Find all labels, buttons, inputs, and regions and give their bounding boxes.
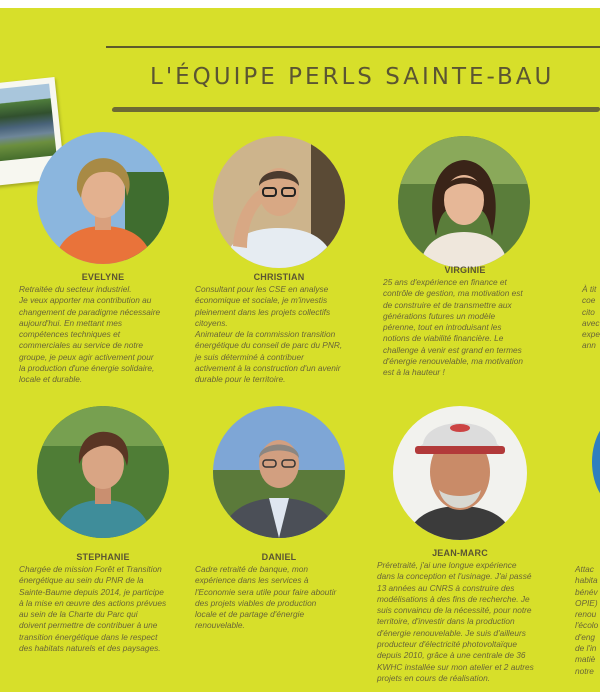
- bio-stephanie: Chargée de mission Forêt et Transition énergétique au sein du PNR de la Sainte-Baume depuis 2014, je participe à la mise en œuvre des actions prévues au sein de la Charte du Parc qui doivent permettre de contribuer à une transition énergétique dans le respect des habitats naturels et des paysages.: [19, 564, 167, 654]
- bio-christian: Consultant pour les CSE en analyse économique et sociale, je m'investis pleinement dans les projets collectifs citoyens. Animateur de la commission transition énergétique du conseil de parc du PNR, je suis déterminé à contribuer activement à la construction d'un avenir durable pour le territoire.: [195, 284, 343, 385]
- team-poster: [0, 8, 600, 692]
- page-title: L'ÉQUIPE PERLS SAINTE-BAU: [150, 64, 555, 90]
- name-stephanie: STEPHANIE: [76, 552, 130, 562]
- portrait-stephanie-image: [37, 406, 169, 538]
- portrait-evelyne-image: [37, 132, 169, 264]
- name-daniel: DANIEL: [261, 552, 297, 562]
- portrait-christian: [213, 136, 345, 268]
- cropped-bio-top: À tit coe cito avec expe ann: [582, 284, 600, 351]
- portrait-daniel: [213, 406, 345, 538]
- title-underline-brush: [112, 107, 600, 112]
- cropped-bio-bottom: Attac habita bénév OPIE) renou l'écolo d'eng de l'in matiè notre: [575, 564, 599, 676]
- name-jean-marc: JEAN-MARC: [432, 548, 488, 558]
- portrait-jean-marc-image: [393, 406, 527, 540]
- header-rule: [106, 46, 600, 48]
- portrait-evelyne: [37, 132, 169, 264]
- portrait-christian-image: [213, 136, 345, 268]
- portrait-virginie: [398, 136, 530, 268]
- portrait-jean-marc: [393, 406, 527, 540]
- bio-daniel: Cadre retraité de banque, mon expérience dans les services à l'Economie sera utile pour faire aboutir des projets viables de production locale et de partage d'énergie renouvelable.: [195, 564, 337, 631]
- portrait-daniel-image: [213, 406, 345, 538]
- cropped-portrait: [592, 416, 600, 508]
- bio-evelyne: Retraitée du secteur industriel. Je veux apporter ma contribution au changement de paradigme nécessaire aujourd'hui. En mettant mes compétences techniques et commerciales au service de notre groupe, je peux agir activement pour la production d'une énergie solidaire, locale et durable.: [19, 284, 161, 385]
- portrait-virginie-image: [398, 136, 530, 268]
- name-evelyne: EVELYNE: [81, 272, 125, 282]
- bio-virginie: 25 ans d'expérience en finance et contrôle de gestion, ma motivation est de construire et de transmettre aux générations futures un modèle pérenne, tout en introduisant les notions de viabilité financière. Le challenge à venir est grand en termes d'énergie renouvelable, ma motivation est à la hauteur !: [383, 277, 523, 378]
- bio-jean-marc: Préretraité, j'ai une longue expérience dans la conception et l'usinage. J'ai passé 13 années au CNRS à construire des modélisations à des fins de recherche. Je suis convaincu de la nécessité, pour notre territoire, d'investir dans la production d'énergie renouvelable. Je suis d'ailleurs producteur d'électricité photovoltaïque depuis 2010, grâce à une centrale de 36 KWHC installée sur mon atelier et 2 autres projets en cours de réalisation.: [377, 560, 534, 683]
- portrait-stephanie: [37, 406, 169, 538]
- name-virginie: VIRGINIE: [444, 265, 486, 275]
- name-christian: CHRISTIAN: [253, 272, 305, 282]
